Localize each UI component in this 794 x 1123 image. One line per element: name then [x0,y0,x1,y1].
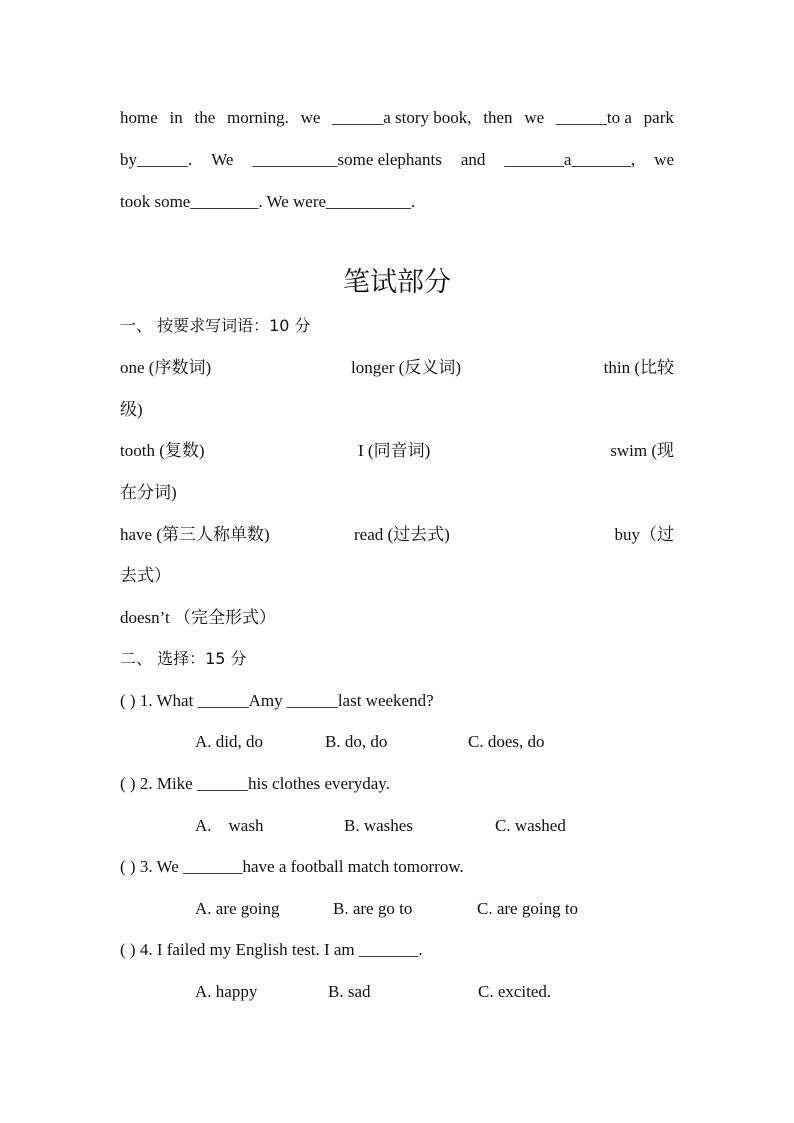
option-a: A. wash [195,816,264,835]
word-item: longer (反义词) [351,358,462,377]
option-c: C. does, do [468,732,545,751]
word-item: tooth (复数) [120,441,205,460]
passage-word: then [483,108,513,127]
option-b: B. washes [344,816,413,835]
word-item: I (同音词) [358,441,431,460]
section-title: 笔试部分 [343,267,451,298]
passage-word: ______to a [555,108,632,127]
section2-heading: 二、 选择：15 分 [120,649,247,668]
section1-heading: 一、 按要求写词语：10 分 [120,316,311,335]
passage-word: ______a story book, [332,108,472,127]
passage-word: in [169,108,183,127]
option-a: A. did, do [195,732,263,751]
word-row-1-wrap: 级) [120,400,143,419]
word-item: read (过去式) [354,525,450,544]
word-item: have (第三人称单数) [120,525,270,544]
option-a: A. happy [195,982,258,1001]
option-b: B. are go to [333,899,413,918]
passage-word: we [300,108,321,127]
word-item: one (序数词) [120,358,212,377]
word-item: swim (现 [610,441,674,460]
word-item: buy（过 [614,525,674,544]
question-2: ( ) 2. Mike ______his clothes everyday. [120,774,390,793]
question-4: ( ) 4. I failed my English test. I am _______. [120,940,423,959]
word-row-4: doesn’t （完全形式） [120,608,276,627]
passage-line-3: took some________. We were__________. [120,192,416,211]
passage-word: __________some elephants [252,150,442,169]
option-c: C. washed [495,816,566,835]
passage-word: by______. [120,150,193,169]
word-row-3-wrap: 去式） [120,566,171,585]
passage-word: the [194,108,216,127]
option-c: C. excited. [478,982,552,1001]
passage-word: and [460,150,486,169]
option-b: B. sad [328,982,371,1001]
word-item: thin (比较 [603,358,674,377]
option-a: A. are going [195,899,280,918]
passage-word: we [524,108,545,127]
passage-word: home [120,108,158,127]
passage-word: park [643,108,674,127]
option-c: C. are going to [477,899,579,918]
passage-line-1 [120,108,674,128]
word-row-2-wrap: 在分词) [120,483,177,502]
passage-word: we [654,150,674,169]
question-3: ( ) 3. We _______have a football match tomorrow. [120,857,464,876]
option-b: B. do, do [325,732,388,751]
question-1: ( ) 1. What ______Amy ______last weekend? [120,691,434,710]
passage-word: We [211,150,234,169]
passage-word: morning. [227,108,289,127]
passage-line-2 [120,150,674,170]
passage-word: _______a_______, [504,150,636,169]
